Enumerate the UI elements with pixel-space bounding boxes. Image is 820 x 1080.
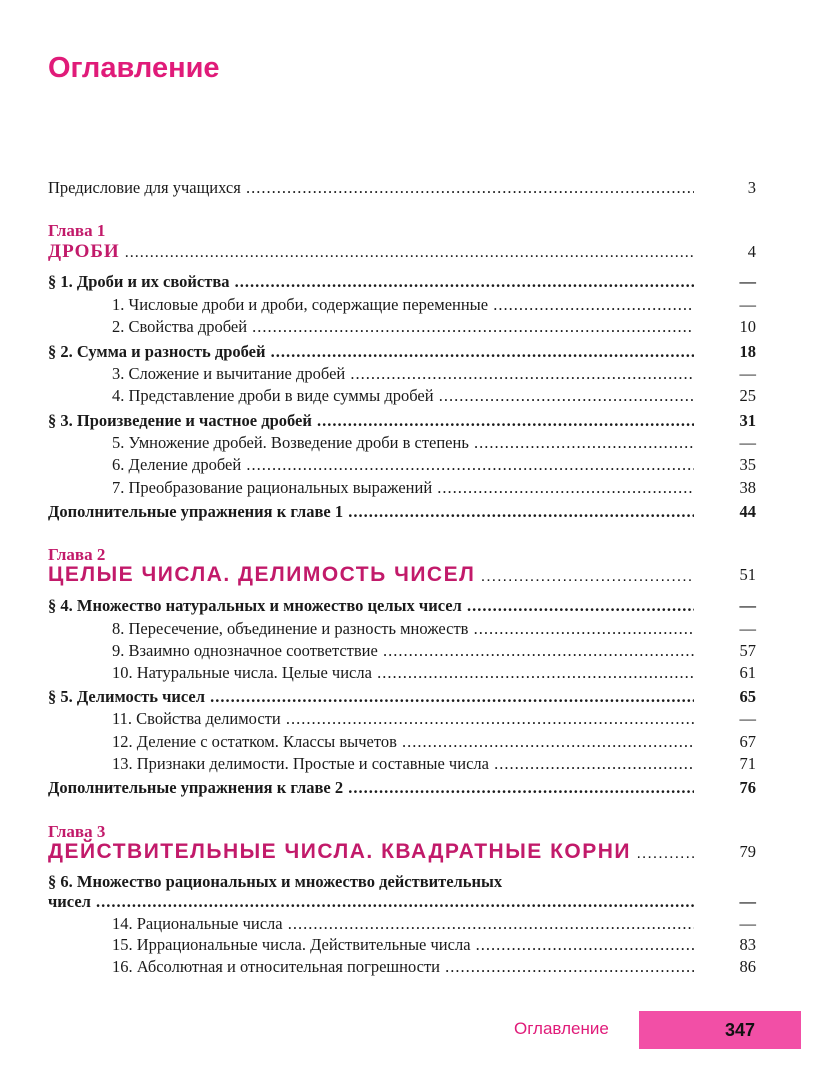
toc-item	[48, 730, 756, 753]
toc-item-label: 5. Умножение дробей. Возведение дроби в степень .....	[112, 431, 694, 454]
toc-section-label: Дополнительные упражнения к главе 2 .....	[48, 776, 694, 799]
chapter-title	[48, 561, 756, 589]
toc-item	[48, 955, 756, 978]
chapter-title-label: ДРОБИ .....	[48, 238, 694, 267]
toc-section-label: § 1. Дроби и их свойства .....	[48, 270, 694, 293]
toc-entry	[48, 176, 756, 199]
chapter-number-label: Глава 3	[48, 822, 106, 841]
toc-item	[48, 752, 756, 775]
toc-item	[48, 293, 756, 316]
toc-section-label: Дополнительные упражнения к главе 1 .....	[48, 500, 694, 523]
toc-item-label: 14. Рациональные числа .....	[112, 912, 694, 935]
footer-section-label: Оглавление	[514, 1019, 609, 1038]
chapter-number-label: Глава 1	[48, 221, 106, 240]
toc-item	[48, 315, 756, 338]
toc-section	[48, 409, 756, 432]
toc-entry-page-number: 3	[747, 178, 756, 197]
toc-section	[48, 270, 756, 293]
toc-section	[48, 500, 756, 523]
toc-item-page-number: —	[739, 364, 756, 383]
page-title: Оглавление	[48, 52, 220, 84]
toc-item-label: 13. Признаки делимости. Простые и составные числа .....	[112, 752, 694, 775]
toc-item-page-number: 71	[739, 754, 756, 773]
toc-section-label: чисел .....	[48, 890, 694, 913]
toc-section-page-number: —	[739, 892, 756, 911]
toc-item-label: 10. Натуральные числа. Целые числа .....	[112, 661, 694, 684]
toc-item-page-number: 25	[739, 386, 756, 405]
toc-section-page-number: —	[739, 272, 756, 291]
toc-item	[48, 617, 756, 640]
toc-item	[48, 453, 756, 476]
chapter-title-page-number: 51	[739, 565, 756, 584]
toc-item-label: 2. Свойства дробей .....	[112, 315, 694, 338]
toc-section-page-number: 76	[739, 778, 756, 797]
toc-section	[48, 685, 756, 708]
toc-item-page-number: 10	[739, 317, 756, 336]
toc-section-label: § 3. Произведение и частное дробей .....	[48, 409, 694, 432]
toc-item-page-number: 35	[739, 455, 756, 474]
toc-entry-label: Предисловие для учащихся .....	[48, 176, 694, 199]
chapter-number-label: Глава 2	[48, 545, 106, 564]
toc-item	[48, 707, 756, 730]
toc-section-page-number: 44	[739, 502, 756, 521]
toc-item	[48, 661, 756, 684]
toc-item-label: 16. Абсолютная и относительная погрешности .....	[112, 955, 694, 978]
toc-item	[48, 912, 756, 935]
table-of-contents	[48, 0, 756, 1000]
toc-item-label: 3. Сложение и вычитание дробей .....	[112, 362, 694, 385]
footer-page-number: 347	[639, 1011, 801, 1049]
toc-item	[48, 933, 756, 956]
toc-item-page-number: —	[739, 619, 756, 638]
toc-item-label: 1. Числовые дроби и дроби, содержащие переменные .....	[112, 293, 694, 316]
toc-item-page-number: —	[739, 709, 756, 728]
toc-item-page-number: 67	[739, 732, 756, 751]
toc-section	[48, 776, 756, 799]
toc-item	[48, 384, 756, 407]
toc-item-page-number: 38	[739, 478, 756, 497]
toc-item-label: 15. Иррациональные числа. Действительные числа .....	[112, 933, 694, 956]
toc-item-label: 7. Преобразование рациональных выражений .....	[112, 476, 694, 499]
toc-item-page-number: —	[739, 295, 756, 314]
toc-section-label: § 4. Множество натуральных и множество целых чисел .....	[48, 594, 694, 617]
chapter-title	[48, 238, 756, 266]
toc-item-label: 11. Свойства делимости .....	[112, 707, 694, 730]
toc-item-page-number: —	[739, 433, 756, 452]
toc-item	[48, 431, 756, 454]
toc-item-label: 6. Деление дробей .....	[112, 453, 694, 476]
toc-item-page-number: 83	[739, 935, 756, 954]
toc-item-page-number: 57	[739, 641, 756, 660]
chapter-title-label: ЦЕЛЫЕ ЧИСЛА. ДЕЛИМОСТЬ ЧИСЕЛ .....	[48, 561, 694, 591]
toc-item	[48, 476, 756, 499]
toc-section-page-number: 31	[739, 411, 756, 430]
toc-section	[48, 890, 756, 913]
toc-item-label: 9. Взаимно однозначное соответствие .....	[112, 639, 694, 662]
toc-section-page-number: —	[739, 596, 756, 615]
toc-item-page-number: —	[739, 914, 756, 933]
toc-item-label: 4. Представление дроби в виде суммы дробей .....	[112, 384, 694, 407]
toc-section-page-number: 65	[739, 687, 756, 706]
toc-section-page-number: 18	[739, 342, 756, 361]
toc-section-label: § 6. Множество рациональных и множество действительных	[48, 872, 503, 891]
toc-section-label: § 2. Сумма и разность дробей .....	[48, 340, 694, 363]
toc-item	[48, 362, 756, 385]
toc-item-page-number: 86	[739, 957, 756, 976]
chapter-title-label: ДЕЙСТВИТЕЛЬНЫЕ ЧИСЛА. КВАДРАТНЫЕ КОРНИ .....	[48, 838, 694, 868]
toc-item-label: 8. Пересечение, объединение и разность множеств .....	[112, 617, 694, 640]
toc-item-label: 12. Деление с остатком. Классы вычетов .....	[112, 730, 694, 753]
toc-section	[48, 340, 756, 363]
toc-section-label: § 5. Делимость чисел .....	[48, 685, 694, 708]
chapter-title-page-number: 4	[747, 242, 756, 261]
toc-item-page-number: 61	[739, 663, 756, 682]
chapter-title	[48, 838, 756, 866]
toc-section	[48, 594, 756, 617]
toc-item	[48, 639, 756, 662]
chapter-title-page-number: 79	[739, 842, 756, 861]
